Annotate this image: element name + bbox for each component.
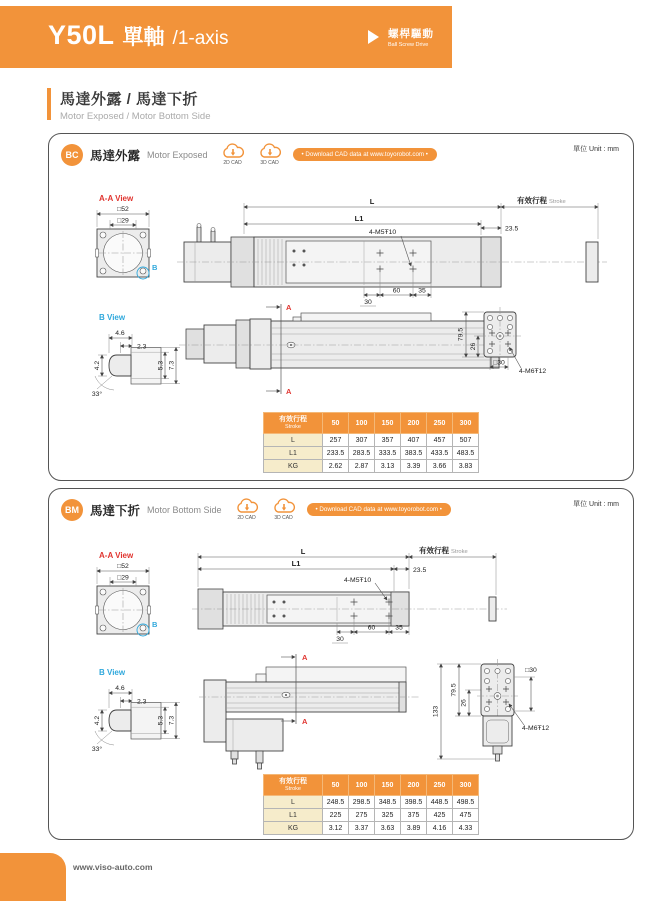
dim-angle-33: 33°	[91, 391, 103, 398]
section-heading	[47, 88, 210, 122]
dim-2-3: 2.3	[137, 343, 147, 351]
detail-b-marker: B	[152, 263, 158, 272]
section-a-bottom: A	[286, 387, 292, 396]
title-en: /1-axis	[172, 28, 229, 49]
panel-title-cn: 馬達下折	[90, 503, 141, 518]
panel-motor-exposed	[48, 133, 634, 481]
table-corner: 有效行程 Stroke	[264, 775, 323, 796]
dim-60: 60	[392, 287, 401, 295]
cell: 248.5	[323, 796, 349, 809]
aa-view-label: A-A View	[99, 194, 134, 203]
aa-section-view	[96, 551, 159, 636]
cell: 275	[349, 809, 375, 822]
dim-7-3: 7.3	[168, 360, 176, 371]
b-detail-view	[92, 668, 180, 753]
cell: 333.5	[375, 447, 401, 460]
aa-view-label: A-A View	[99, 551, 134, 560]
stroke-col: 100	[349, 413, 375, 434]
cell: 3.37	[349, 822, 375, 835]
cell: 298.5	[349, 796, 375, 809]
dim-sq52: □52	[117, 563, 129, 570]
cell: 483.5	[453, 447, 479, 460]
stroke-annotation: 有效行程 Stroke	[419, 546, 468, 555]
dim-sq52: □52	[117, 206, 129, 213]
stroke-col: 250	[427, 413, 453, 434]
cell: 425	[427, 809, 453, 822]
cell: 307	[349, 434, 375, 447]
dim-m5-thread: 4-M5Ŧ10	[369, 229, 397, 236]
stroke-col: 50	[323, 413, 349, 434]
dim-30: 30	[336, 636, 344, 643]
cloud-download-icon	[258, 143, 282, 160]
top-view	[177, 195, 607, 306]
top-view	[192, 545, 507, 643]
cell: 4.33	[453, 822, 479, 835]
panel-code-badge: BC	[61, 144, 83, 166]
stroke-col: 300	[453, 413, 479, 434]
table-row	[264, 796, 479, 809]
cad-2d-download[interactable]	[235, 498, 259, 521]
cloud-download-icon	[272, 498, 296, 515]
dim-L: L	[369, 197, 375, 206]
stroke-table	[263, 412, 479, 473]
cell: 325	[375, 809, 401, 822]
dim-79-5: 79.5	[457, 327, 465, 342]
drive-type-badge	[368, 26, 434, 48]
dim-4-6: 4.6	[115, 330, 125, 337]
dim-23-5: 23.5	[505, 225, 519, 233]
b-view-label: B View	[99, 313, 126, 322]
aa-section-view	[96, 194, 159, 279]
cloud-download-icon	[221, 143, 245, 160]
page-title	[48, 6, 229, 68]
table-row	[264, 822, 479, 835]
play-triangle-icon	[368, 30, 379, 44]
stroke-col: 300	[453, 775, 479, 796]
b-detail-view	[92, 313, 180, 398]
cad-3d-label: 3D CAD	[274, 515, 293, 521]
table-corner: 有效行程 Stroke	[264, 413, 323, 434]
dim-30: 30	[364, 299, 372, 306]
cell: 2.87	[349, 460, 375, 473]
cell: 2.62	[323, 460, 349, 473]
cell: 283.5	[349, 447, 375, 460]
cell: 3.39	[401, 460, 427, 473]
dim-m5-thread: 4-M5Ŧ10	[344, 577, 372, 584]
dim-L1: L1	[291, 559, 301, 568]
cell: 257	[323, 434, 349, 447]
badge-en: Ball Screw Drive	[388, 42, 429, 48]
dim-26: 26	[460, 699, 468, 707]
cell: 357	[375, 434, 401, 447]
row-label: KG	[264, 460, 323, 473]
row-label: L1	[264, 809, 323, 822]
dim-79-5: 79.5	[450, 683, 458, 697]
stroke-col: 200	[401, 413, 427, 434]
dim-133: 133	[432, 705, 440, 718]
panel-title-en: Motor Bottom Side	[147, 504, 222, 515]
section-a-top: A	[286, 303, 292, 312]
cell: 398.5	[401, 796, 427, 809]
model-name: Y50L	[48, 20, 115, 50]
row-label: L	[264, 796, 323, 809]
section-title-cn: 馬達外露 / 馬達下折	[60, 91, 199, 108]
side-view	[179, 303, 511, 396]
dim-35: 35	[418, 287, 426, 295]
cell: 475	[453, 809, 479, 822]
dim-L: L	[300, 547, 306, 556]
dim-m6-thread: 4-M6Ŧ12	[522, 725, 550, 732]
b-view-label: B View	[99, 668, 126, 677]
side-view	[199, 653, 419, 769]
dim-26: 26	[470, 342, 477, 351]
row-label: L	[264, 434, 323, 447]
header-banner	[0, 6, 452, 68]
stroke-col: 50	[323, 775, 349, 796]
cad-2d-label: 2D CAD	[223, 160, 242, 166]
detail-b-marker: B	[152, 620, 158, 629]
table-row	[264, 460, 479, 473]
cell: 407	[401, 434, 427, 447]
dim-angle-33: 33°	[91, 746, 103, 753]
dim-sq30: □30	[525, 667, 537, 674]
panel-title-cn: 馬達外露	[90, 148, 141, 163]
stroke-col: 150	[375, 775, 401, 796]
cell: 233.5	[323, 447, 349, 460]
dim-sq29: □29	[117, 217, 129, 225]
section-a-top: A	[302, 653, 308, 662]
cell: 498.5	[453, 796, 479, 809]
stroke-annotation: 有效行程 Stroke	[517, 196, 566, 205]
dim-L1: L1	[354, 214, 364, 223]
table-row	[264, 447, 479, 460]
dim-m6-thread: 4-M6Ŧ12	[519, 368, 547, 375]
dim-7-3: 7.3	[168, 715, 176, 726]
row-label: KG	[264, 822, 323, 835]
cell: 225	[323, 809, 349, 822]
stroke-col: 100	[349, 775, 375, 796]
dim-5-3: 5.3	[157, 360, 165, 371]
technical-drawing-bm	[59, 525, 623, 773]
cloud-download-icon	[235, 498, 259, 515]
cell: 4.16	[427, 822, 453, 835]
dim-4-2: 4.2	[94, 715, 101, 726]
footer-brand-block	[0, 853, 66, 901]
cell: 383.5	[401, 447, 427, 460]
row-label: L1	[264, 447, 323, 460]
download-cad-button[interactable]: • Download CAD data at www.toyorobot.com •	[293, 148, 437, 161]
download-cad-button[interactable]: • Download CAD data at www.toyorobot.com •	[307, 503, 451, 516]
cad-3d-label: 3D CAD	[260, 160, 279, 166]
section-accent-bar	[47, 88, 51, 120]
stroke-col: 250	[427, 775, 453, 796]
cell: 348.5	[375, 796, 401, 809]
cell: 3.83	[453, 460, 479, 473]
cad-3d-download[interactable]	[272, 498, 296, 521]
unit-label: 單位 Unit : mm	[573, 146, 619, 153]
dim-4-6: 4.6	[115, 685, 125, 692]
dim-60: 60	[367, 624, 376, 632]
panel-header	[61, 498, 451, 521]
cad-2d-label: 2D CAD	[237, 515, 256, 521]
cell: 3.66	[427, 460, 453, 473]
cell: 433.5	[427, 447, 453, 460]
cell: 3.13	[375, 460, 401, 473]
technical-drawing-bc	[59, 170, 623, 410]
stroke-table	[263, 774, 479, 835]
panel-title-en: Motor Exposed	[147, 149, 208, 160]
dim-5-3: 5.3	[157, 715, 165, 726]
badge-cn: 螺桿驅動	[388, 28, 434, 40]
section-a-bottom: A	[302, 717, 308, 726]
dim-4-2: 4.2	[94, 360, 101, 371]
stroke-col: 200	[401, 775, 427, 796]
unit-label: 單位 Unit : mm	[573, 501, 619, 508]
table-row	[264, 809, 479, 822]
section-title-en: Motor Exposed / Motor Bottom Side	[60, 111, 211, 122]
dim-2-3: 2.3	[137, 698, 147, 706]
stroke-col: 150	[375, 413, 401, 434]
footer-website: www.viso-auto.com	[73, 862, 153, 872]
table-row	[264, 434, 479, 447]
cell: 3.63	[375, 822, 401, 835]
cad-3d-download[interactable]	[258, 143, 282, 166]
dim-23-5: 23.5	[413, 567, 427, 574]
cell: 3.12	[323, 822, 349, 835]
dim-sq30: □30	[493, 359, 505, 367]
cell: 375	[401, 809, 427, 822]
cell: 457	[427, 434, 453, 447]
panel-motor-bottom-side	[48, 488, 634, 840]
cell: 448.5	[427, 796, 453, 809]
dim-35: 35	[395, 624, 403, 632]
cad-2d-download[interactable]	[221, 143, 245, 166]
panel-code-badge: BM	[61, 499, 83, 521]
panel-header	[61, 143, 437, 166]
dim-sq29: □29	[117, 574, 129, 582]
title-cn: 單軸	[122, 26, 165, 49]
end-view	[433, 659, 550, 761]
cell: 507	[453, 434, 479, 447]
cell: 3.89	[401, 822, 427, 835]
